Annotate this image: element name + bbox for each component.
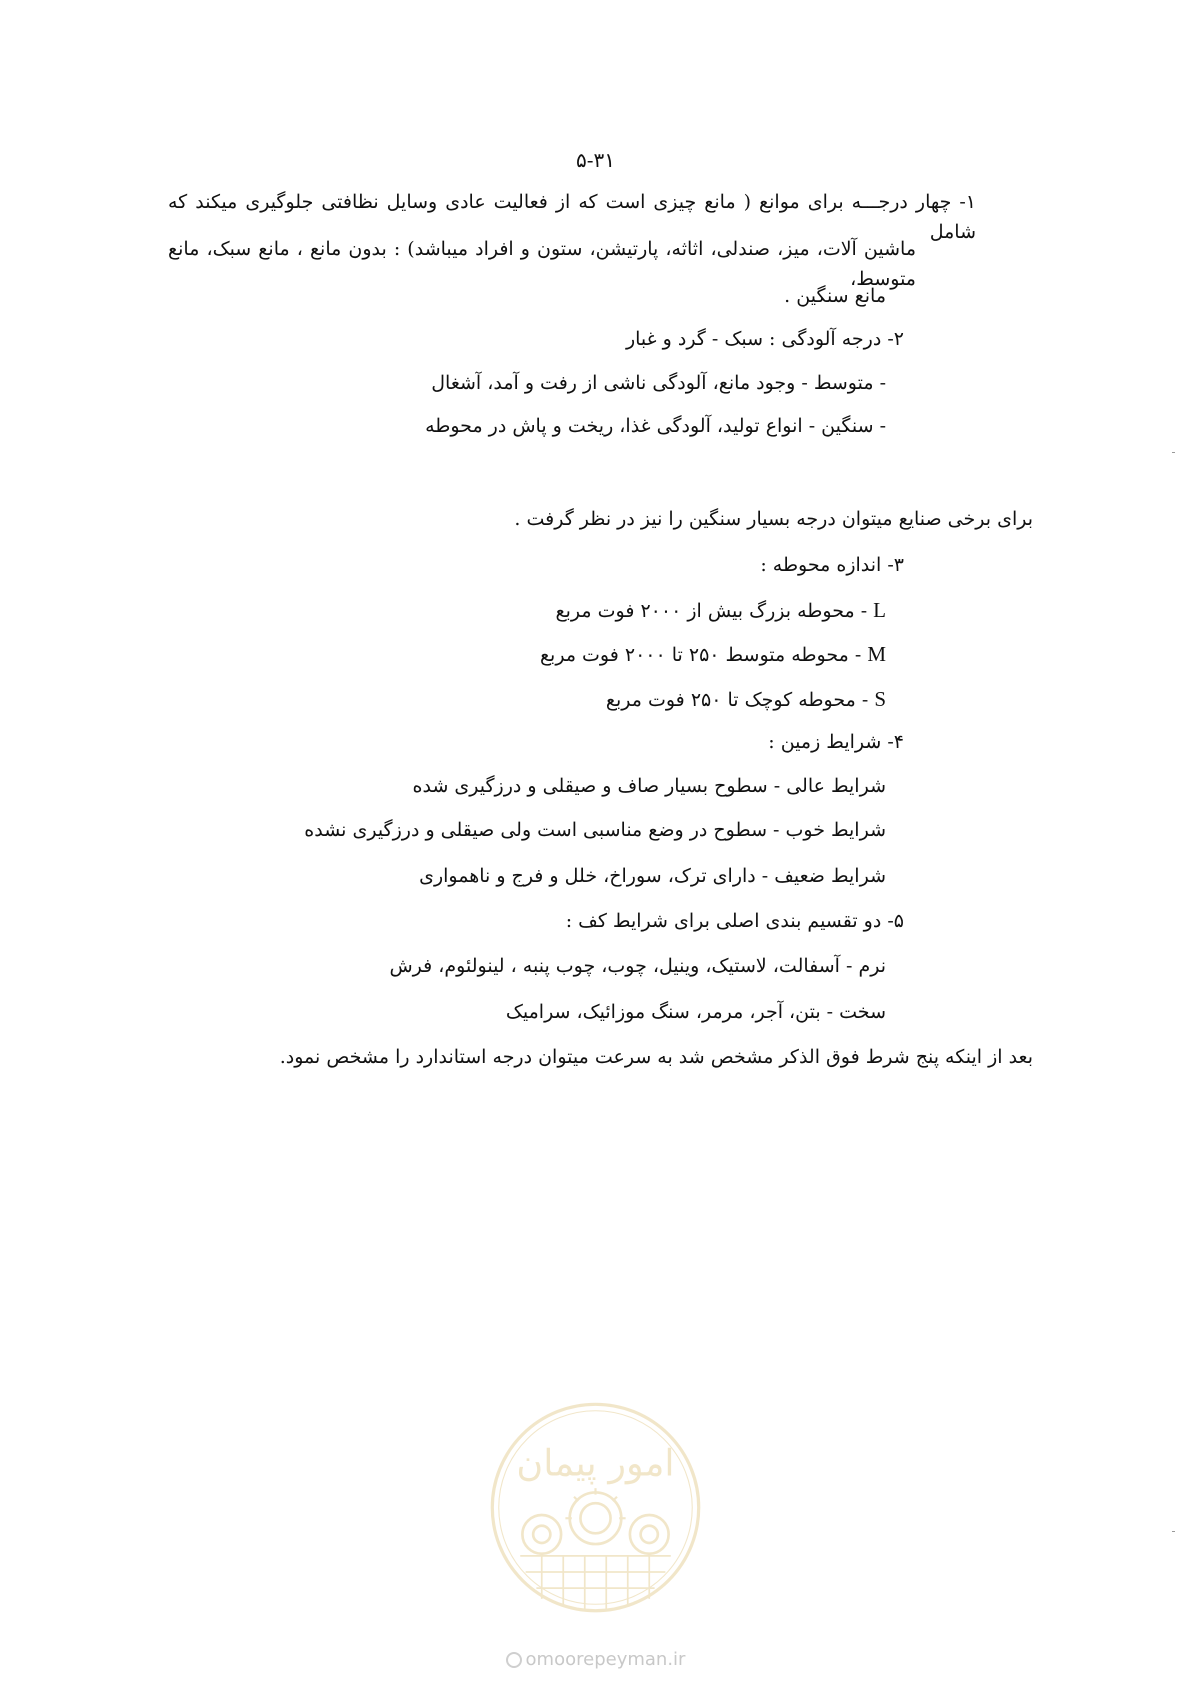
item-3-heading: ۳- اندازه محوطه : [760, 554, 904, 576]
item-2-heavy: - سنگین - انواع تولید، آلودگی غذا، ریخت و پاش در محوطه [425, 415, 886, 437]
floor-condition-good: شرایط خوب - سطوح در وضع مناسبی است ولی صیقلی و درزگیری نشده [304, 819, 886, 841]
watermark-url-text: omoorepeyman.ir [525, 1649, 686, 1670]
floor-type-soft: نرم - آسفالت، لاستیک، وینیل، چوب، چوب پنبه ، لینولئوم، فرش [389, 955, 886, 977]
conclusion: بعد از اینکه پنج شرط فوق الذکر مشخص شد به سرعت میتوان درجه استاندارد را مشخص نمود. [279, 1046, 1033, 1068]
item-1-line-2: ماشین آلات، میز، صندلی، اثاثه، پارتیشن، ستون و افراد میباشد) : بدون مانع ، مانع سبک، مانع متوسط، [168, 238, 916, 290]
item-5-heading: ۵- دو تقسیم بندی اصلی برای شرایط کف : [565, 910, 904, 932]
omoorepeyman-logo [488, 1400, 703, 1615]
item-1-line-1: ۱- چهار درجـــه برای موانع ( مانع چیزی است که از فعالیت عادی وسایل نظافتی جلوگیری میکند که شامل [168, 191, 976, 243]
floor-condition-poor: شرایط ضعیف - دارای ترک، سوراخ، خلل و فرج و ناهمواری [419, 865, 886, 887]
logo-lettering: امور پیمان [516, 1441, 675, 1485]
size-desc-medium: - محوطه متوسط ۲۵۰ تا ۲۰۰۰ فوت مربع [539, 644, 868, 666]
watermark-url [488, 1649, 703, 1670]
size-desc-large: - محوطه بزرگ بیش از ۲۰۰۰ فوت مربع [555, 600, 874, 622]
page-number: ۵-۳۱ [576, 148, 615, 172]
item-2-heading: ۲- درجه آلودگی : سبک - گرد و غبار [625, 328, 904, 350]
at-icon [506, 1652, 522, 1668]
size-letter-medium: M [867, 642, 886, 666]
size-letter-large: L [873, 598, 886, 622]
item-1-line-3: مانع سنگین . [784, 285, 886, 307]
area-size-small [606, 684, 886, 715]
item-2-medium: - متوسط - وجود مانع، آلودگی ناشی از رفت و آمد، آشغال [431, 372, 886, 394]
size-letter-small: S [874, 687, 886, 711]
very-heavy-note: برای برخی صنایع میتوان درجه بسیار سنگین را نیز در نظر گرفت . [514, 508, 1033, 530]
floor-type-hard: سخت - بتن، آجر، مرمر، سنگ موزائیک، سرامیک [505, 1001, 886, 1023]
size-desc-small: - محوطه کوچک تا ۲۵۰ فوت مربع [605, 689, 875, 711]
area-size-medium [540, 639, 886, 670]
area-size-large [556, 595, 886, 626]
margin-mark [1172, 1531, 1175, 1532]
item-4-heading: ۴- شرایط زمین : [768, 731, 904, 753]
margin-mark [1172, 452, 1175, 453]
floor-condition-excellent: شرایط عالی - سطوح بسیار صاف و صیقلی و درزگیری شده [412, 775, 886, 797]
